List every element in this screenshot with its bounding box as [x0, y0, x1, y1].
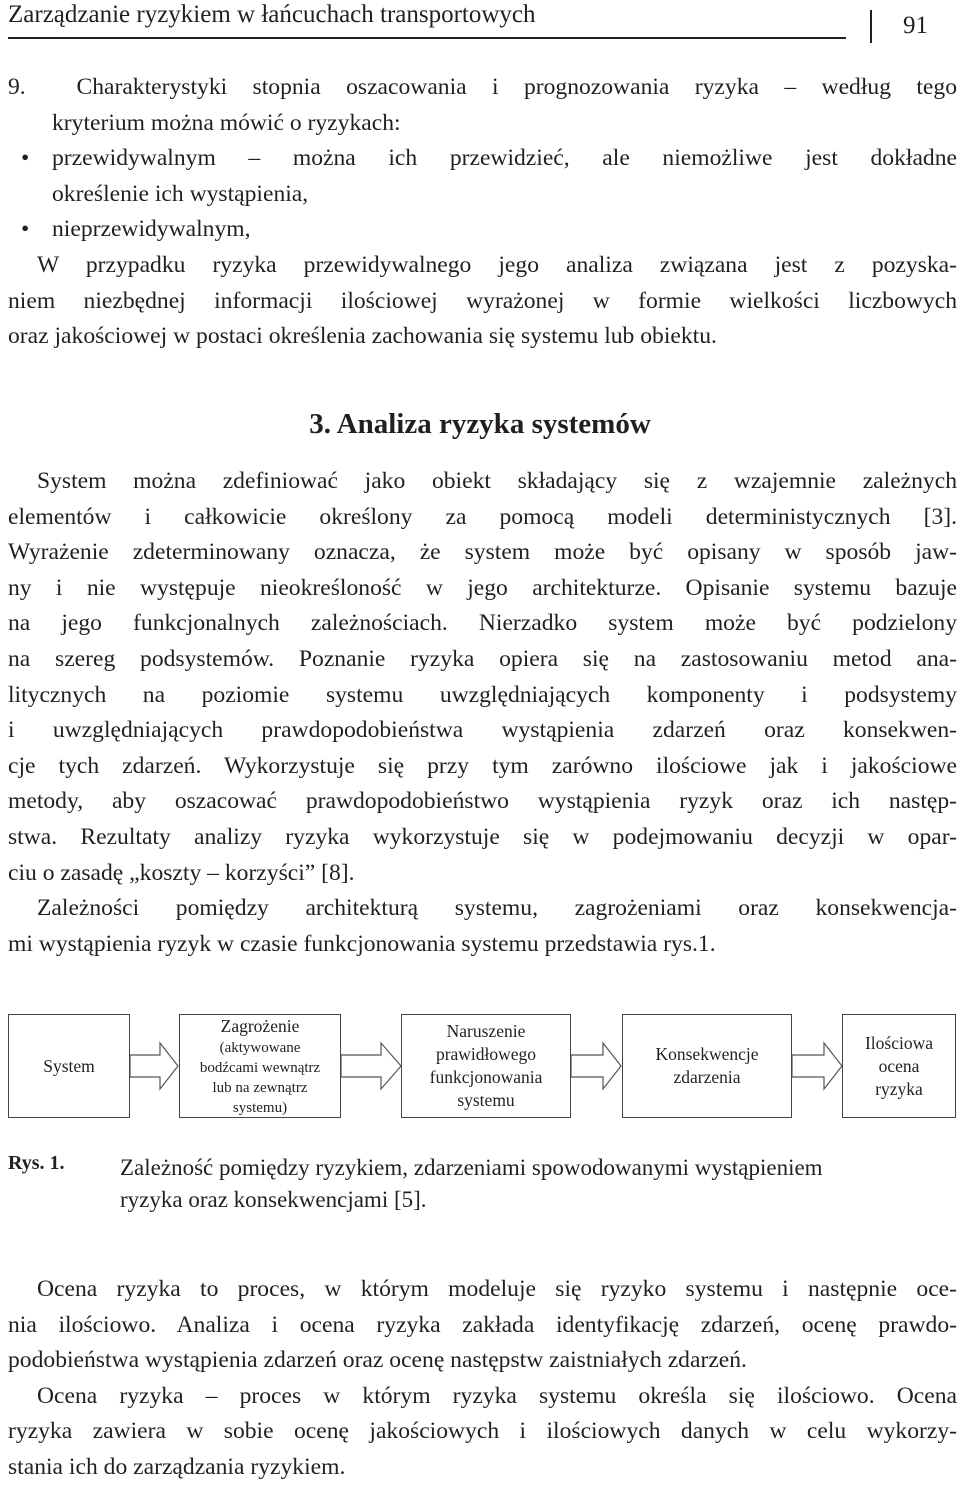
header-rule: [8, 37, 846, 39]
arrow-right-icon: [792, 1040, 844, 1092]
box-disruption-line: systemu: [457, 1090, 515, 1110]
figure-caption: [120, 1152, 940, 1216]
paragraph-line: podobieństwa wystąpienia zdarzeń oraz ocenę następstw zaistniałych zdarzeń.: [8, 1347, 747, 1374]
caption-line: ryzyka oraz konsekwencjami [5].: [120, 1187, 427, 1212]
box-assessment-line: ryzyka: [875, 1078, 923, 1099]
paragraph-line: na jego funkcjonalnych zależnościach. Nierzadko system może być podzielony: [8, 610, 957, 637]
arrow-right-icon: [571, 1040, 623, 1092]
arrow-right-icon: [341, 1040, 403, 1092]
item-9-block: [8, 70, 957, 355]
paragraph-line: W przypadku ryzyka przewidywalnego jego analiza związana jest z pozyska-: [37, 251, 957, 278]
paragraph-line: Zależności pomiędzy architekturą systemu, zagrożeniami oraz konsekwencja-: [37, 895, 957, 922]
bullet-text: nieprzewidywalnym,: [52, 216, 251, 243]
paragraph-line: mi wystąpienia ryzyk w czasie funkcjonowania systemu przedstawia rys.1.: [8, 930, 716, 957]
item-9-line: 9. Charakterystyki stopnia oszacowania i prognozowania ryzyka – według tego: [8, 74, 957, 100]
paragraph-line: System można zdefiniować jako obiekt składający się z wzajemnie zależnych: [37, 468, 957, 494]
box-threat-line: bodźcami wewnątrz: [199, 1059, 321, 1076]
paragraph-line: Wyrażenie zdeterminowany oznacza, że system może być opisany w sposób jaw-: [8, 539, 957, 566]
paragraph-line: ciu o zasadę „koszty – korzyści” [8].: [8, 859, 355, 886]
box-system-label: System: [43, 1055, 95, 1076]
box-consequences-line: Konsekwencje: [655, 1044, 759, 1064]
paragraph-line: niem niezbędnej informacji ilościowej wyrażonej w formie wielkości liczbowych: [8, 287, 957, 314]
section-body: [8, 464, 957, 962]
arrow-right-icon: [130, 1040, 180, 1092]
paragraph-line: nia ilościowo. Analiza i ocena ryzyka zakłada identyfikację zdarzeń, ocenę prawdo-: [8, 1311, 957, 1338]
bullet-glyph: •: [21, 145, 30, 172]
paragraph-line: litycznych na poziomie systemu uwzględniających komponenty i podsystemy: [8, 681, 957, 708]
closing-paragraphs: [8, 1272, 957, 1486]
caption-line: Zależność pomiędzy ryzykiem, zdarzeniami spowodowanymi wystąpieniem: [120, 1155, 823, 1180]
bullet-text: przewidywalnym – można ich przewidzieć, ale niemożliwe jest dokładne: [52, 145, 957, 172]
paragraph-line: Ocena ryzyka to proces, w którym modeluje się ryzyko systemu i następnie oce-: [37, 1276, 957, 1302]
bullet-item: [8, 212, 957, 248]
box-consequences-line: zdarzenia: [673, 1067, 741, 1087]
box-threat-line: lub na zewnątrz: [212, 1079, 308, 1096]
paragraph-line: ryzyka zawiera w sobie ocenę jakościowych i ilościowych danych w celu wykorzy-: [8, 1418, 957, 1445]
box-disruption-line: funkcjonowania: [429, 1067, 543, 1087]
box-disruption-line: Naruszenie: [446, 1021, 526, 1041]
paragraph-line: stwa. Rezultaty analizy ryzyka wykorzystuje się w podejmowaniu decyzji w opar-: [8, 823, 957, 850]
box-disruption-line: prawidłowego: [435, 1044, 537, 1064]
box-threat-line: systemu): [232, 1099, 288, 1116]
running-title: Zarządzanie ryzykiem w łańcuchach transportowych: [8, 1, 536, 28]
item-9-line: kryterium można mówić o ryzykach:: [52, 109, 401, 136]
header-divider: [870, 10, 872, 43]
box-threat-line: (aktywowane: [219, 1039, 301, 1056]
bullet-glyph: •: [21, 216, 30, 243]
paragraph-line: Ocena ryzyka – proces w którym ryzyka systemu określa się ilościowo. Ocena: [37, 1382, 957, 1409]
box-quantitative-assessment: [842, 1014, 956, 1118]
paragraph-line: metody, aby oszacować prawdopodobieństwo wystąpienia ryzyk oraz ich następ-: [8, 788, 957, 815]
paragraph-line: stania ich do zarządzania ryzykiem.: [8, 1453, 346, 1480]
paragraph-line: elementów i całkowicie określony za pomocą modeli deterministycznych [3].: [8, 503, 957, 530]
box-disruption: [401, 1014, 571, 1118]
box-assessment-line: Ilościowa: [864, 1032, 934, 1053]
risk-flow-diagram: [0, 1000, 960, 1140]
box-consequences: [622, 1014, 792, 1118]
box-threat-title: Zagrożenie: [220, 1015, 300, 1036]
box-assessment-line: ocena: [878, 1055, 920, 1076]
page-number: 91: [903, 12, 928, 39]
section-heading: 3. Analiza ryzyka systemów: [309, 408, 651, 440]
bullet-text: określenie ich wystąpienia,: [52, 180, 309, 207]
paragraph-line: i uwzględniających prawdopodobieństwa wystąpienia zdarzeń oraz konsekwen-: [8, 717, 957, 744]
paragraph-line: na szereg podsystemów. Poznanie ryzyka opiera się na zastosowaniu metod ana-: [8, 645, 957, 672]
paragraph-line: oraz jakościowej w postaci określenia zachowania się systemu lub obiektu.: [8, 323, 717, 350]
paragraph-line: cje tych zdarzeń. Wykorzystuje się przy tym zarówno ilościowe jak i jakościowe: [8, 752, 957, 779]
page-header: [8, 0, 960, 42]
box-system: [8, 1014, 130, 1118]
bullet-item: [8, 141, 957, 177]
box-threat: [179, 1014, 341, 1118]
paragraph-line: ny i nie występuje nieokreśloność w jego architekturze. Opisanie systemu bazuje: [8, 574, 957, 601]
figure-label: Rys. 1.: [8, 1152, 65, 1174]
